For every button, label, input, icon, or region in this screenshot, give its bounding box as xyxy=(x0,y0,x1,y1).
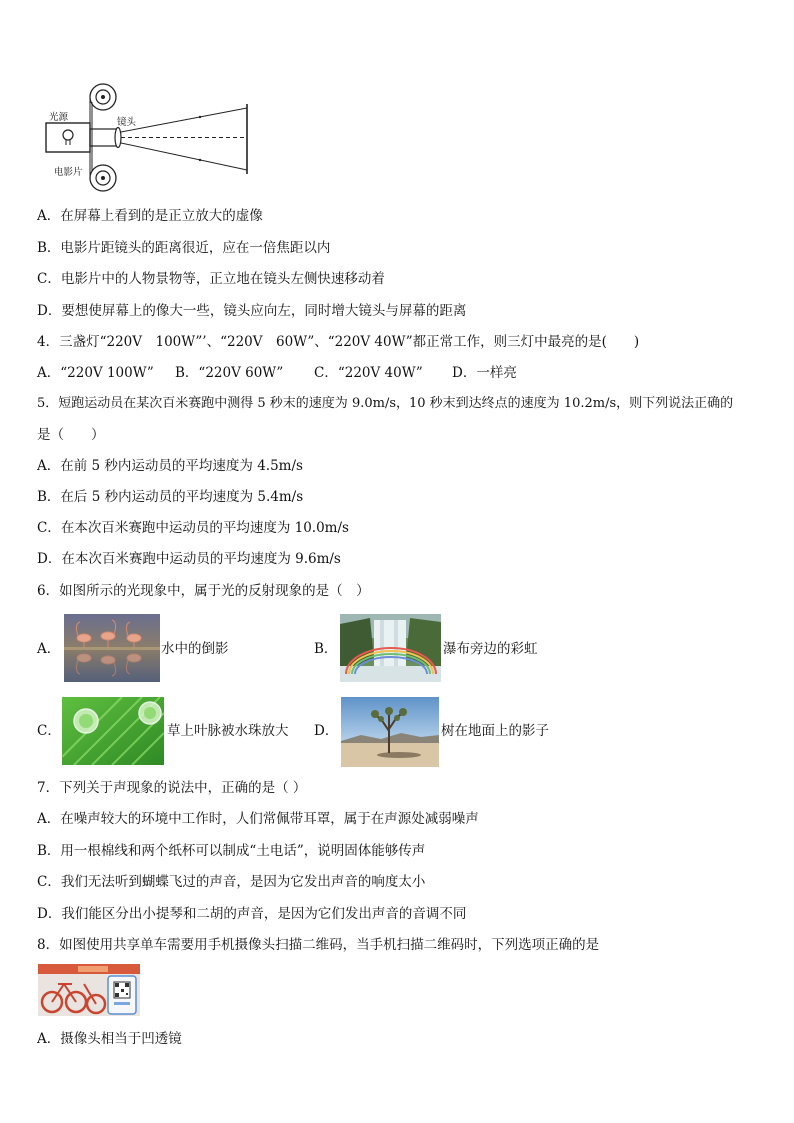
q5-option-d: D．在本次百米赛跑中运动员的平均速度为 9.6m/s xyxy=(37,551,341,567)
q7-option-c: C．我们无法听到蝴蝶飞过的声音，是因为它发出声音的响度太小 xyxy=(37,874,426,890)
q3-option-c: C．电影片中的人物景物等，正立地在镜头左侧快速移动着 xyxy=(37,271,385,287)
q4-option-b: B．“220V 60W” xyxy=(175,365,284,381)
q8-stem: 8．如图使用共享单车需要用手机摄像头扫描二维码，当手机扫描二维码时，下列选项正确的是 xyxy=(37,937,600,953)
q6-option-a-letter: A． xyxy=(37,641,61,657)
q8-option-a: A．摄像头相当于凹透镜 xyxy=(37,1031,182,1047)
q6-option-d-caption: 树在地面上的影子 xyxy=(441,723,549,739)
q6-stem: 6．如图所示的光现象中，属于光的反射现象的是（ ） xyxy=(37,583,370,599)
q5-option-a: A．在前 5 秒内运动员的平均速度为 4.5m/s xyxy=(37,458,303,474)
projector-diagram xyxy=(40,82,255,194)
q6-option-b-letter: B． xyxy=(314,641,338,657)
q6-option-c-caption: 草上叶脉被水珠放大 xyxy=(167,723,289,739)
shared-bike-qr-photo xyxy=(38,964,140,1016)
lens-label: 镜头 xyxy=(117,117,137,128)
film-label: 电影片 xyxy=(54,167,83,178)
q6-option-a-caption: 水中的倒影 xyxy=(161,641,229,657)
q6-option-c-letter: C． xyxy=(37,723,61,739)
q3-option-b: B．电影片距镜头的距离很近，应在一倍焦距以内 xyxy=(37,240,331,256)
q3-option-d: D．要想使屏幕上的像大一些，镜头应向左，同时增大镜头与屏幕的距离 xyxy=(37,303,467,319)
waterfall-rainbow-photo xyxy=(340,614,441,682)
light-source-label: 光源 xyxy=(49,112,69,123)
flamingo-reflection-photo xyxy=(64,614,160,682)
q5-stem-line2: 是（ ） xyxy=(37,427,105,443)
q4-stem: 4．三盏灯“220V 100W”’、“220V 60W”、“220V 40W”都正常工作，则三灯中最亮的是( ) xyxy=(37,334,640,350)
q7-option-a: A．在噪声较大的环境中工作时，人们常佩带耳罩，属于在声源处减弱噪声 xyxy=(37,811,479,827)
q4-option-a: A．“220V 100W” xyxy=(37,365,154,381)
q6-option-d-letter: D． xyxy=(314,723,339,739)
q5-option-c: C．在本次百米赛跑中运动员的平均速度为 10.0m/s xyxy=(37,520,349,536)
tree-shadow-photo xyxy=(341,697,439,767)
q6-option-b-caption: 瀑布旁边的彩虹 xyxy=(443,641,538,657)
q5-stem-line1: 5．短跑运动员在某次百米赛跑中测得 5 秒末的速度为 9.0m/s，10 秒末到达终点的速度为 10.2m/s，则下列说法正确的 xyxy=(37,396,734,411)
q7-option-d: D．我们能区分出小提琴和二胡的声音，是因为它们发出声音的音调不同 xyxy=(37,906,467,922)
leaf-water-drop-photo xyxy=(62,697,164,765)
q7-stem: 7．下列关于声现象的说法中，正确的是（ ） xyxy=(37,780,307,796)
q5-option-b: B．在后 5 秒内运动员的平均速度为 5.4m/s xyxy=(37,489,304,505)
q3-option-a: A．在屏幕上看到的是正立放大的虚像 xyxy=(37,208,263,224)
q4-option-c: C．“220V 40W” xyxy=(314,365,423,381)
q4-option-d: D．一样亮 xyxy=(452,365,517,381)
q7-option-b: B．用一根棉线和两个纸杯可以制成“土电话”，说明固体能够传声 xyxy=(37,843,426,859)
